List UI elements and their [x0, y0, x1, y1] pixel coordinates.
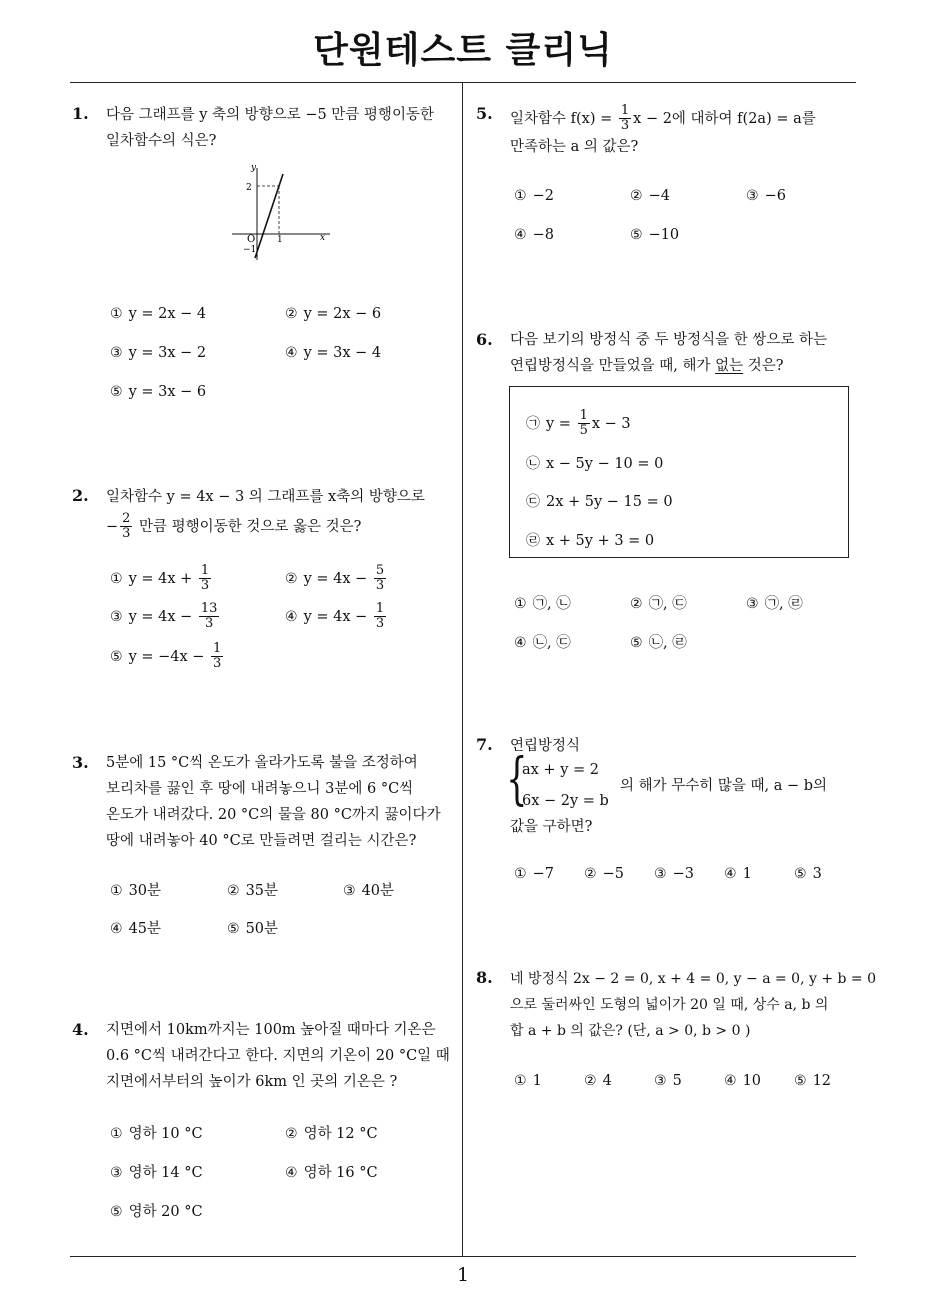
- answer-option[interactable]: ① −7: [514, 866, 554, 882]
- answer-option[interactable]: ② y = 4x − $\frac{5}{3}$: [285, 563, 385, 594]
- question-number: 8.: [476, 968, 493, 987]
- answer-option[interactable]: ② 35분: [227, 883, 279, 899]
- answer-option[interactable]: ④ 10: [724, 1073, 762, 1089]
- answer-option[interactable]: ⑤ ㉡, ㉣: [630, 635, 687, 651]
- page-number: 1: [456, 1264, 470, 1286]
- question-line: 보리차를 끓인 후 땅에 내려놓으니 3분에 6 °C씩: [106, 781, 414, 797]
- question-text: [510, 327, 827, 379]
- question-line: 일차함수의 식은?: [106, 133, 217, 149]
- question-line: 5분에 15 °C씩 온도가 올라가도록 불을 조정하여: [106, 755, 418, 771]
- question-text: [510, 104, 816, 160]
- answer-option[interactable]: ④ y = 3x − 4: [285, 345, 382, 361]
- answer-option[interactable]: ① −2: [514, 188, 554, 204]
- question-line: 지면에서 10km까지는 100m 높아질 때마다 기온은: [106, 1022, 436, 1038]
- footer-rule: [70, 1256, 856, 1257]
- answer-option[interactable]: ⑤ −10: [630, 227, 680, 243]
- box-equation: ㉣ x + 5y + 3 = 0: [526, 533, 655, 549]
- question-text: [106, 484, 425, 542]
- question-line: 0.6 °C씩 내려간다고 한다. 지면의 기온이 20 °C일 때: [106, 1048, 450, 1064]
- answer-option[interactable]: ① 영하 10 °C: [110, 1126, 203, 1142]
- box-equation: ㉡ x − 5y − 10 = 0: [526, 456, 664, 472]
- answer-option[interactable]: ⑤ y = 3x − 6: [110, 384, 207, 400]
- answer-option[interactable]: ③ −3: [654, 866, 694, 882]
- question-line: 의 해가 무수히 많을 때, a − b의: [620, 778, 828, 794]
- question-number: 1.: [72, 104, 89, 123]
- answer-option[interactable]: ③ 5: [654, 1073, 682, 1089]
- answer-option[interactable]: ② −5: [584, 866, 624, 882]
- question-line: 일차함수 y = 4x − 3 의 그래프를 x축의 방향으로: [106, 489, 425, 505]
- answer-option[interactable]: ② ㉠, ㉢: [630, 596, 687, 612]
- question-line: 다음 보기의 방정식 중 두 방정식을 한 쌍으로 하는: [510, 332, 828, 348]
- linear-function-graph: [226, 160, 336, 264]
- answer-option[interactable]: ⑤ 50분: [227, 921, 279, 937]
- answer-option[interactable]: ③ −6: [746, 188, 786, 204]
- question-line: 네 방정식 2x − 2 = 0, x + 4 = 0, y − a = 0, y + b = 0: [510, 971, 877, 987]
- answer-option[interactable]: ① ㉠, ㉡: [514, 596, 571, 612]
- question-text: [106, 1017, 450, 1095]
- answer-option[interactable]: ② −4: [630, 188, 670, 204]
- header-rule: [70, 82, 856, 83]
- page-title: 단원테스트 클리닉: [313, 30, 613, 71]
- fraction: $\frac{1}{3}$: [375, 601, 385, 632]
- question-line: − $\frac{2}{3}$ 만큼 평행이동한 것으로 옳은 것은?: [106, 511, 362, 542]
- x-axis-label: x: [320, 233, 326, 243]
- question-line: 지면에서부터의 높이가 6km 인 곳의 기온은 ?: [106, 1074, 398, 1090]
- question-line: 땅에 내려놓아 40 °C로 만들려면 걸리는 시간은?: [106, 833, 417, 849]
- system-brace: {: [506, 747, 528, 812]
- question-number: 6.: [476, 330, 493, 349]
- question-line: 값을 구하면?: [510, 819, 593, 835]
- answer-option[interactable]: ④ 1: [724, 866, 752, 882]
- tick-label: −1: [243, 245, 257, 255]
- answer-option[interactable]: ③ 40분: [343, 883, 395, 899]
- answer-option[interactable]: ⑤ 3: [794, 866, 822, 882]
- answer-option[interactable]: ④ ㉡, ㉢: [514, 635, 571, 651]
- question-line: 연립방정식을 만들었을 때, 해가 없는 것은?: [510, 358, 784, 374]
- box-equation: ㉢ 2x + 5y − 15 = 0: [526, 494, 673, 510]
- question-number: 2.: [72, 486, 89, 505]
- box-equation: ㉠ y = $\frac{1}{5}$ x − 3: [526, 408, 631, 439]
- answer-option[interactable]: ⑤ 12: [794, 1073, 832, 1089]
- answer-option[interactable]: ④ 영하 16 °C: [285, 1165, 378, 1181]
- question-line: 연립방정식: [510, 738, 581, 754]
- answer-option[interactable]: ⑤ y = −4x − $\frac{1}{3}$: [110, 641, 222, 672]
- fraction: $\frac{1}{3}$: [213, 641, 222, 672]
- answer-option[interactable]: ③ 영하 14 °C: [110, 1165, 203, 1181]
- fraction: $\frac{13}{3}$: [200, 601, 218, 632]
- answer-option[interactable]: ⑤ 영하 20 °C: [110, 1204, 203, 1220]
- example-box: [509, 386, 849, 558]
- question-line: 일차함수 f(x) = $\frac{1}{3}$ x − 2에 대하여 f(2a) = a를: [510, 103, 816, 134]
- answer-option[interactable]: ① y = 4x + $\frac{1}{3}$: [110, 563, 210, 594]
- tick-label: 1: [277, 235, 283, 245]
- question-line: 다음 그래프를 y 축의 방향으로 −5 만큼 평행이동한: [106, 107, 434, 123]
- answer-option[interactable]: ② 영하 12 °C: [285, 1126, 378, 1142]
- question-text: [106, 750, 441, 854]
- answer-option[interactable]: ① 30분: [110, 883, 162, 899]
- tick-label: 2: [246, 183, 252, 193]
- fraction: $\frac{2}{3}$: [122, 511, 131, 542]
- answer-option[interactable]: ① 1: [514, 1073, 542, 1089]
- emphasis-underline: 없는: [715, 358, 744, 374]
- y-axis-label: y: [251, 163, 257, 173]
- question-text: [106, 102, 434, 154]
- answer-option[interactable]: ③ ㉠, ㉣: [746, 596, 803, 612]
- fraction: $\frac{1}{3}$: [200, 563, 210, 594]
- question-line: 온도가 내려갔다. 20 °C의 물을 80 °C까지 끓이다가: [106, 807, 441, 823]
- answer-option[interactable]: ① y = 2x − 4: [110, 306, 207, 322]
- answer-option[interactable]: ② 4: [584, 1073, 612, 1089]
- question-line: 으로 둘러싸인 도형의 넓이가 20 일 때, 상수 a, b 의: [510, 997, 829, 1013]
- answer-option[interactable]: ③ y = 3x − 2: [110, 345, 207, 361]
- system-equation: 6x − 2y = b: [522, 793, 609, 809]
- answer-option[interactable]: ③ y = 4x − $\frac{13}{3}$: [110, 601, 218, 632]
- question-line: 만족하는 a 의 값은?: [510, 138, 639, 155]
- origin-label: O: [247, 234, 256, 245]
- fraction: $\frac{1}{5}$: [579, 408, 588, 439]
- fraction: $\frac{1}{3}$: [620, 103, 630, 134]
- question-line: 합 a + b 의 값은? (단, a > 0, b > 0 ): [510, 1023, 751, 1039]
- system-equation: ax + y = 2: [522, 762, 599, 778]
- answer-option[interactable]: ④ 45분: [110, 921, 162, 937]
- answer-option[interactable]: ② y = 2x − 6: [285, 306, 382, 322]
- question-number: 7.: [476, 735, 493, 754]
- answer-option[interactable]: ④ −8: [514, 227, 554, 243]
- question-number: 3.: [72, 753, 89, 772]
- column-divider: [462, 83, 463, 1257]
- fraction: $\frac{5}{3}$: [375, 563, 385, 594]
- question-number: 4.: [72, 1020, 89, 1039]
- answer-option[interactable]: ④ y = 4x − $\frac{1}{3}$: [285, 601, 385, 632]
- question-number: 5.: [476, 104, 493, 123]
- question-text: [510, 966, 876, 1044]
